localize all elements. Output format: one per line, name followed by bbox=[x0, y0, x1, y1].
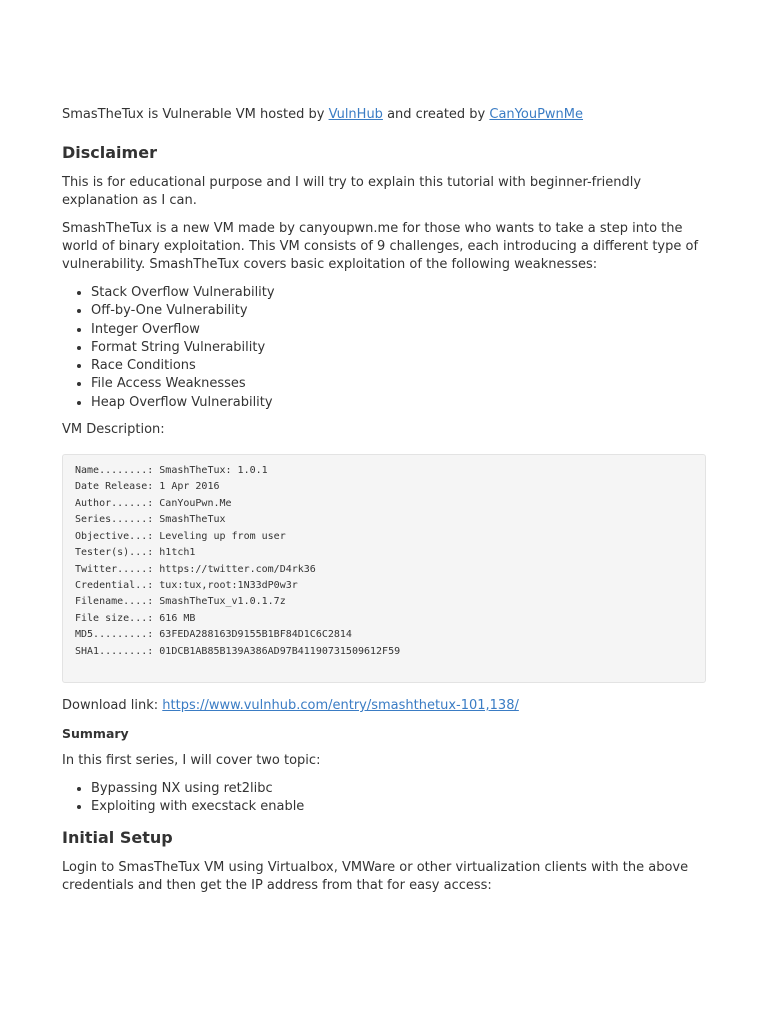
code-line: File size...: 616 MB bbox=[75, 612, 196, 624]
topics-list bbox=[62, 780, 706, 817]
list-item: • Format String Vulnerability bbox=[91, 339, 706, 357]
vm-info-code-block bbox=[62, 454, 706, 683]
list-item: • Bypassing NX using ret2libc bbox=[91, 780, 706, 798]
code-line: Credential..: tux:tux,root:1N33dP0w3r bbox=[75, 579, 298, 591]
code-line: Date Release: 1 Apr 2016 bbox=[75, 481, 220, 493]
list-item: • Stack Overflow Vulnerability bbox=[91, 284, 706, 302]
code-line: Series......: SmashTheTux bbox=[75, 514, 226, 526]
list-item: • Heap Overflow Vulnerability bbox=[91, 394, 706, 412]
article-content bbox=[62, 106, 706, 895]
canyoupwnme-link[interactable]: CanYouPwnMe bbox=[489, 107, 584, 122]
download-label: Download link: bbox=[62, 697, 163, 713]
smashthetux-description-paragraph: SmashTheTux is a new VM made by canyoupwn.me for those who wants to take a step into the world of binary exploitation. This VM consists of 9 challenges, each introducing a different type of vulnerability. SmashTheTux covers basic exploitation of the following weaknesses: bbox=[62, 221, 699, 272]
series-intro-paragraph: In this first series, I will cover two topic: bbox=[62, 752, 321, 768]
intro-middle: and created by bbox=[382, 107, 490, 122]
summary-heading: Summary bbox=[62, 725, 129, 741]
code-line: SHA1........: 01DCB1AB85B139A386AD97B41190731509612F59 bbox=[75, 645, 401, 657]
list-item: • Off-by-One Vulnerability bbox=[91, 302, 706, 320]
disclaimer-heading: Disclaimer bbox=[62, 143, 157, 162]
code-line: Author......: CanYouPwn.Me bbox=[75, 497, 232, 509]
list-item: • Race Conditions bbox=[91, 357, 706, 375]
educational-purpose-paragraph: This is for educational purpose and I will try to explain this tutorial with beginner-friendly explanation as I can. bbox=[62, 175, 642, 208]
code-line: Twitter.....: https://twitter.com/D4rk36 bbox=[75, 563, 316, 575]
download-paragraph bbox=[62, 697, 706, 715]
code-line: Objective...: Leveling up from user bbox=[75, 530, 286, 542]
code-line: Name........: SmashTheTux: 1.0.1 bbox=[75, 465, 268, 477]
weaknesses-list bbox=[62, 284, 706, 412]
code-line: Filename....: SmashTheTux_v1.0.1.7z bbox=[75, 596, 286, 608]
code-line: Tester(s)...: h1tch1 bbox=[75, 547, 196, 559]
intro-prefix: SmasTheTux is Vulnerable VM hosted by bbox=[62, 107, 329, 122]
login-instructions-paragraph: Login to SmasTheTux VM using Virtualbox, VMWare or other virtualization clients with the above credentials and then get the IP address from that for easy access: bbox=[62, 859, 689, 893]
initial-setup-heading: Initial Setup bbox=[62, 827, 173, 847]
download-link[interactable]: https://www.vulnhub.com/entry/smashthetux-101,138/ bbox=[162, 697, 519, 713]
vulnhub-link[interactable]: VulnHub bbox=[328, 107, 383, 122]
code-line: MD5.........: 63FEDA288163D9155B1BF84D1C6C2814 bbox=[75, 629, 352, 641]
vm-description-label: VM Description: bbox=[62, 422, 165, 438]
intro-paragraph bbox=[62, 106, 706, 124]
list-item: • File Access Weaknesses bbox=[91, 375, 706, 393]
list-item: • Integer Overflow bbox=[91, 321, 706, 339]
list-item: • Exploiting with execstack enable bbox=[91, 798, 706, 816]
